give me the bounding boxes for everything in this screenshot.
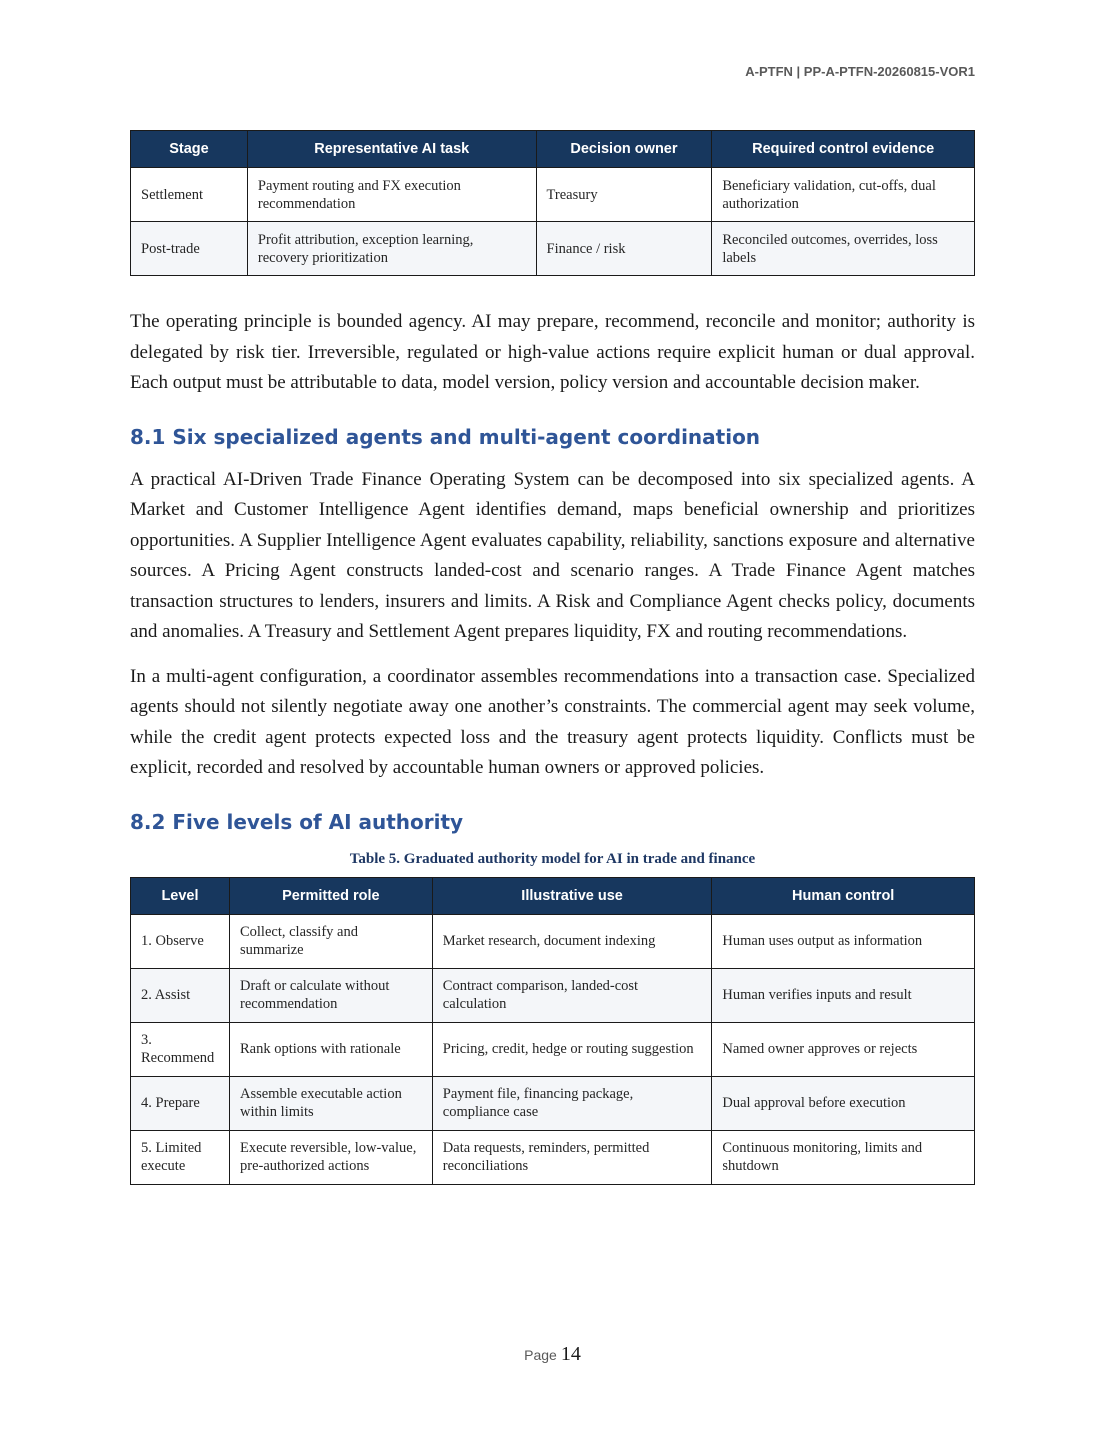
table-cell: Finance / risk [536, 222, 712, 276]
table-cell: Continuous monitoring, limits and shutdown [712, 1130, 975, 1184]
table-cell: Payment routing and FX execution recommendation [247, 168, 536, 222]
table-cell: Data requests, reminders, permitted reconciliations [432, 1130, 712, 1184]
table-cell: 5. Limited execute [131, 1130, 230, 1184]
table-row [131, 914, 975, 968]
table-header-row [131, 877, 975, 914]
table-cell: Assemble executable action within limits [229, 1076, 432, 1130]
table-caption: Table 5. Graduated authority model for AI in trade and finance [349, 850, 756, 867]
table-cell: 1. Observe [131, 914, 230, 968]
table-row [131, 1130, 975, 1184]
table-cell: Settlement [131, 168, 248, 222]
authority-levels-table [130, 877, 975, 1185]
table-cell: Market research, document indexing [432, 914, 712, 968]
table-cell: Pricing, credit, hedge or routing suggestion [432, 1022, 712, 1076]
table-cell: 4. Prepare [131, 1076, 230, 1130]
table-cell: Beneficiary validation, cut-offs, dual authorization [712, 168, 975, 222]
table-row [131, 1022, 975, 1076]
table-header-row [131, 131, 975, 168]
page-footer [0, 1343, 1105, 1366]
table-cell: Collect, classify and summarize [229, 914, 432, 968]
table-cell: Contract comparison, landed-cost calculation [432, 968, 712, 1022]
table-cell: Dual approval before execution [712, 1076, 975, 1130]
column-header: Required control evidence [712, 131, 975, 168]
column-header: Illustrative use [432, 877, 712, 914]
column-header: Permitted role [229, 877, 432, 914]
table-cell: Profit attribution, exception learning, recovery prioritization [247, 222, 536, 276]
table-cell: Post-trade [131, 222, 248, 276]
body-paragraph: The operating principle is bounded agency. AI may prepare, recommend, reconcile and monitor; authority is delegated by risk tier. Irreversible, regulated or high-value actions require explicit human or dual approval. Each output must be attributable to data, model version, policy version and accountable decision maker. [130, 311, 975, 393]
table-cell: Human uses output as information [712, 914, 975, 968]
table-cell: Draft or calculate without recommendation [229, 968, 432, 1022]
table-row [131, 968, 975, 1022]
table-row [131, 168, 975, 222]
column-header: Decision owner [536, 131, 712, 168]
column-header: Level [131, 877, 230, 914]
table-row [131, 1076, 975, 1130]
table-cell: Human verifies inputs and result [712, 968, 975, 1022]
table-cell: Execute reversible, low-value, pre-authorized actions [229, 1130, 432, 1184]
table-cell: Named owner approves or rejects [712, 1022, 975, 1076]
page-label: Page [524, 1347, 557, 1363]
body-paragraph: A practical AI-Driven Trade Finance Operating System can be decomposed into six specialized agents. A Market and Customer Intelligence Agent identifies demand, maps beneficial ownership and prioritizes opportunities. A Supplier Intelligence Agent evaluates capability, reliability, sanctions exposure and alternative sources. A Pricing Agent constructs landed-cost and scenario ranges. A Trade Finance Agent matches transaction structures to lenders, insurers and limits. A Risk and Compliance Agent checks policy, documents and anomalies. A Treasury and Settlement Agent prepares liquidity, FX and routing recommendations. [130, 468, 975, 642]
table-cell: Rank options with rationale [229, 1022, 432, 1076]
table-cell: Treasury [536, 168, 712, 222]
table-cell: 3. Recommend [131, 1022, 230, 1076]
stage-control-table [130, 130, 975, 276]
section-heading: 8.1 Six specialized agents and multi-agent coordination [130, 424, 761, 449]
page-content [130, 130, 975, 1185]
table-row [131, 222, 975, 276]
column-header: Stage [131, 131, 248, 168]
section-heading: 8.2 Five levels of AI authority [130, 809, 464, 834]
column-header: Representative AI task [247, 131, 536, 168]
document-reference: A-PTFN | PP-A-PTFN-20260815-VOR1 [745, 64, 975, 79]
page-number: 14 [560, 1343, 581, 1365]
body-paragraph: In a multi-agent configuration, a coordinator assembles recommendations into a transaction case. Specialized agents should not silently negotiate away one another’s constraints. The commercial agent may seek volume, while the credit agent protects expected loss and the treasury agent protects liquidity. Conflicts must be explicit, recorded and resolved by accountable human owners or approved policies. [130, 665, 975, 778]
table-cell: 2. Assist [131, 968, 230, 1022]
column-header: Human control [712, 877, 975, 914]
table-cell: Reconciled outcomes, overrides, loss labels [712, 222, 975, 276]
table-cell: Payment file, financing package, compliance case [432, 1076, 712, 1130]
